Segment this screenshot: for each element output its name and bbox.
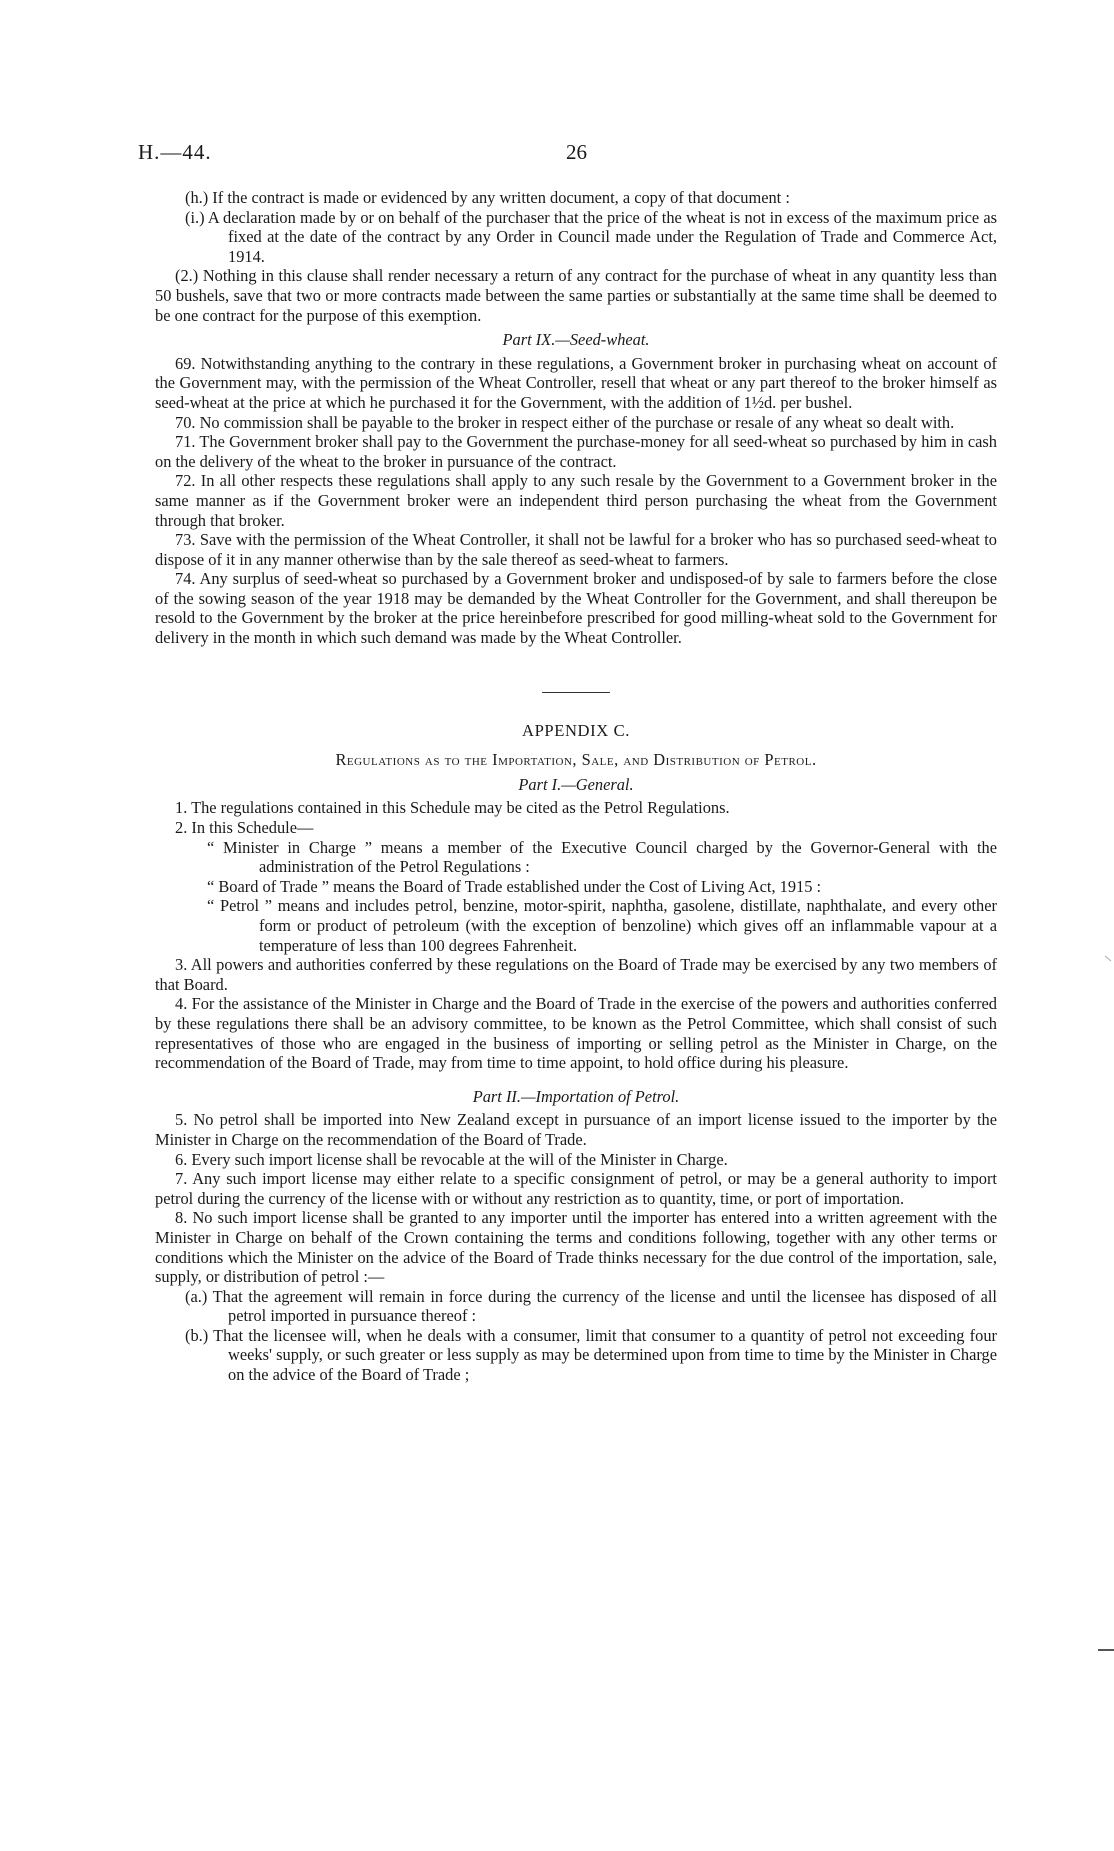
paragraph-3: 3. All powers and authorities conferred by these regulations on the Board of Trade may be exercised by any two members of that Board.: [155, 955, 997, 994]
paragraph-72: 72. In all other respects these regulations shall apply to any such resale by the Government to a Government broker in the same manner as if the Government broker were an independent third person purchasing the wheat from the Government through that broker.: [155, 471, 997, 530]
paragraph-73: 73. Save with the permission of the Wheat Controller, it shall not be lawful for a broker who has so purchased seed-wheat to dispose of it in any manner otherwise than by the sale thereof as seed-wheat to farmers.: [155, 530, 997, 569]
paragraph-8: 8. No such import license shall be granted to any importer until the importer has entered into a written agreement with the Minister in Charge on behalf of the Crown containing the terms and conditions following, together with any other terms or conditions which the Minister on the advice of the Board of Trade thinks necessary for the due control of the importation, sale, supply, or distribution of petrol :—: [155, 1208, 997, 1287]
condition-item-a: (a.) That the agreement will remain in force during the currency of the license and until the licensee has disposed of all petrol imported in pursuance thereof :: [185, 1286, 997, 1326]
definition-petrol: “ Petrol ” means and includes petrol, benzine, motor-spirit, naphtha, gasolene, distillate, naphthalate, and every other form or product of petroleum (with the exception of benzoline) which gives off an inflammable vapour at a temperature of less than 100 degrees Fahrenheit.: [207, 896, 997, 955]
appendix-title: APPENDIX C.: [521, 720, 631, 740]
paragraph-74: 74. Any surplus of seed-wheat so purchased by a Government broker and undisposed-of by sale to farmers before the close of the sowing season of the year 1918 may be demanded by the Wheat Controller for the Government, and shall thereupon be resold to the Government by the broker at the price hereinbefore prescribed for good milling-wheat sold to the Government for delivery in the month in which such demand was made by the Wheat Controller.: [155, 569, 997, 648]
margin-scan-mark: [1098, 1649, 1114, 1651]
page-number: 26: [566, 140, 587, 164]
clause-item-h: (h.) If the contract is made or evidenced by any written document, a copy of that document :: [185, 188, 790, 207]
paragraph-5: 5. No petrol shall be imported into New Zealand except in pursuance of an import license issued to the importer by the Minister in Charge on the recommendation of the Board of Trade.: [155, 1110, 997, 1149]
paragraph-4: 4. For the assistance of the Minister in Charge and the Board of Trade in the exercise of the powers and authorities conferred by these regulations there shall be an advisory committee, to be known as the Petrol Committee, which shall consist of such representatives of those who are engaged in the business of importing or selling petrol as the Minister in Charge, on the recommendation of the Board of Trade, may from time to time appoint, to hold office during his pleasure.: [155, 994, 997, 1073]
paragraph-6: 6. Every such import license shall be revocable at the will of the Minister in Charge.: [175, 1149, 728, 1169]
paragraph-70: 70. No commission shall be payable to the broker in respect either of the purchase or resale of any wheat so dealt with.: [175, 412, 955, 432]
clause-paragraph-2: (2.) Nothing in this clause shall render necessary a return of any contract for the purchase of wheat in any quantity less than 50 bushels, save that two or more contracts made between the same parties or substantially at the same time shall be deemed to be one contract for the purpose of this exemption.: [155, 266, 997, 325]
clause-item-i: (i.) A declaration made by or on behalf of the purchaser that the price of the wheat is not in excess of the maximum price as fixed at the date of the contract by any Order in Council made under the Regulation of Trade and Commerce Act, 1914.: [185, 207, 997, 266]
part-ix-heading: Part IX.—Seed-wheat.: [502, 330, 650, 350]
definition-board-of-trade: “ Board of Trade ” means the Board of Trade established under the Cost of Living Act, 1915 :: [207, 876, 822, 896]
condition-item-b: (b.) That the licensee will, when he deals with a consumer, limit that consumer to a quantity of petrol not exceeding four weeks' supply, or such greater or less supply as may be determined upon from time to time by the Minister in Charge on the advice of the Board of Trade ;: [185, 1325, 997, 1385]
paragraph-1: 1. The regulations contained in this Schedule may be cited as the Petrol Regulations.: [175, 798, 730, 818]
section-divider: [542, 692, 610, 693]
paragraph-69: 69. Notwithstanding anything to the contrary in these regulations, a Government broker in purchasing wheat on account of the Government may, with the permission of the Wheat Controller, resell that wheat or any part thereof to the broker himself as seed-wheat at the price at which he purchased it for the Government, with the addition of 1½d. per bushel.: [155, 353, 997, 412]
part-ii-heading: Part II.—Importation of Petrol.: [472, 1086, 680, 1106]
paragraph-7: 7. Any such import license may either relate to a specific consignment of petrol, or may be a general authority to import petrol during the currency of the license with or without any restriction as to quantity, time, or port of importation.: [155, 1169, 997, 1208]
paragraph-71: 71. The Government broker shall pay to the Government the purchase-money for all seed-wheat so purchased by him in cash on the delivery of the wheat to the broker in pursuance of the contract.: [155, 432, 997, 471]
paragraph-2: 2. In this Schedule—: [175, 818, 314, 838]
part-ix-section: [155, 188, 997, 1385]
margin-scan-speck: [1105, 956, 1112, 962]
part-i-heading: Part I.—General.: [518, 774, 634, 794]
page-header: [138, 140, 998, 170]
document-reference: H.—44.: [138, 140, 212, 164]
definition-minister: “ Minister in Charge ” means a member of the Executive Council charged by the Governor-General with the administration of the Petrol Regulations :: [207, 837, 997, 877]
appendix-subtitle: Regulations as to the Importation, Sale, and Distribution of Petrol.: [335, 750, 817, 770]
